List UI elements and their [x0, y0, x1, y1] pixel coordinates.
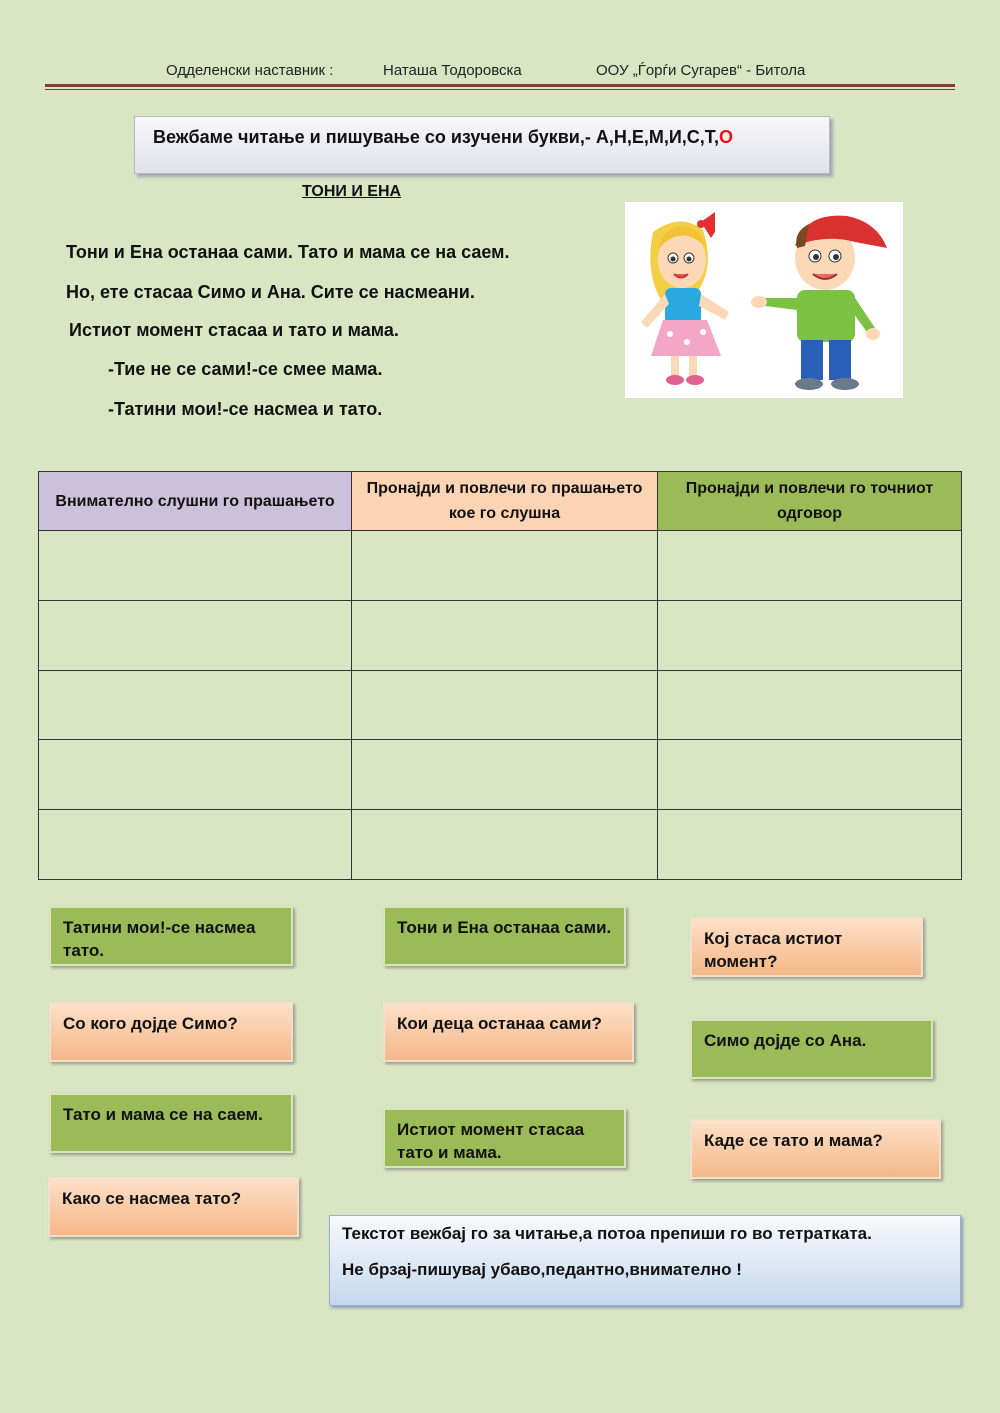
- drag-card[interactable]: Како се насмеа тато?: [48, 1177, 299, 1237]
- drag-card[interactable]: Истиот момент стасаа тато и мама.: [383, 1108, 626, 1168]
- instruction-line: Текстот вежбај го за читање,а потоа препиши го во тетратката.: [342, 1224, 872, 1243]
- drop-cell[interactable]: [39, 600, 352, 670]
- drop-cell[interactable]: [352, 670, 658, 740]
- table-row: [39, 670, 962, 740]
- drop-cell[interactable]: [39, 740, 352, 810]
- story-line: Но, ете стасаа Симо и Ана. Сите се насмеани.: [66, 282, 475, 302]
- story-line: -Татини мои!-се насмеа и тато.: [108, 399, 383, 419]
- drag-card[interactable]: Симо дојде со Ана.: [690, 1019, 933, 1079]
- teacher-name: Наташа Тодоровска: [383, 62, 522, 79]
- drag-card[interactable]: Тони и Ена останаа сами.: [383, 906, 626, 966]
- matching-table: [38, 471, 962, 880]
- table-row: [39, 531, 962, 601]
- title-highlight-letter: О: [718, 127, 733, 147]
- story-title: ТОНИ И ЕНА: [302, 183, 402, 200]
- table-row: [39, 810, 962, 880]
- story-line: -Тие не се сами!-се смее мама.: [108, 359, 383, 379]
- drop-cell[interactable]: [39, 810, 352, 880]
- title-box: [134, 116, 830, 174]
- column-header-find-answer: Пронајди и повлечи го точниот одговор: [658, 472, 962, 531]
- instruction-note: [329, 1215, 961, 1306]
- story-line: Истиот момент стасаа и тато и мама.: [69, 320, 399, 340]
- table-row: [39, 600, 962, 670]
- header-rule: [45, 84, 955, 87]
- drop-cell[interactable]: [39, 670, 352, 740]
- column-header-question: Внимателно слушни го прашањето: [39, 472, 352, 531]
- drop-cell[interactable]: [658, 531, 962, 601]
- title-text: Вежбаме читање и пишување со изучени букви,- А,Н,Е,М,И,С,Т,О: [153, 127, 733, 147]
- instruction-line: Не брзај-пишувај убаво,педантно,внимателно !: [342, 1260, 742, 1279]
- teacher-label: Одделенски наставник :: [166, 62, 334, 79]
- drop-cell[interactable]: [658, 810, 962, 880]
- drag-card[interactable]: Тато и мама се на саем.: [49, 1093, 293, 1153]
- drop-cell[interactable]: [658, 670, 962, 740]
- drag-card[interactable]: Кои деца останаа сами?: [383, 1002, 634, 1062]
- table-row: [39, 740, 962, 810]
- drop-cell[interactable]: [658, 600, 962, 670]
- drop-cell[interactable]: [352, 600, 658, 670]
- drop-cell[interactable]: [39, 531, 352, 601]
- boy-and-girl-cartoon-icon: [625, 202, 903, 398]
- drop-cell[interactable]: [658, 740, 962, 810]
- story-line: Тони и Ена останаа сами. Тато и мама се на саем.: [66, 242, 510, 262]
- drag-card[interactable]: Татини мои!-се насмеа тато.: [49, 906, 293, 966]
- school-name: ООУ „Ѓорѓи Сугарев“ - Битола: [596, 62, 806, 79]
- drag-card[interactable]: Кој стаса истиот момент?: [690, 917, 923, 977]
- drop-cell[interactable]: [352, 531, 658, 601]
- drop-cell[interactable]: [352, 740, 658, 810]
- header-rule-thin: [45, 89, 955, 90]
- drop-cell[interactable]: [352, 810, 658, 880]
- drag-card[interactable]: Со кого дојде Симо?: [49, 1002, 293, 1062]
- column-header-find-question: Пронајди и повлечи го прашањето кое го слушна: [352, 472, 658, 531]
- drag-card[interactable]: Каде се тато и мама?: [690, 1119, 941, 1179]
